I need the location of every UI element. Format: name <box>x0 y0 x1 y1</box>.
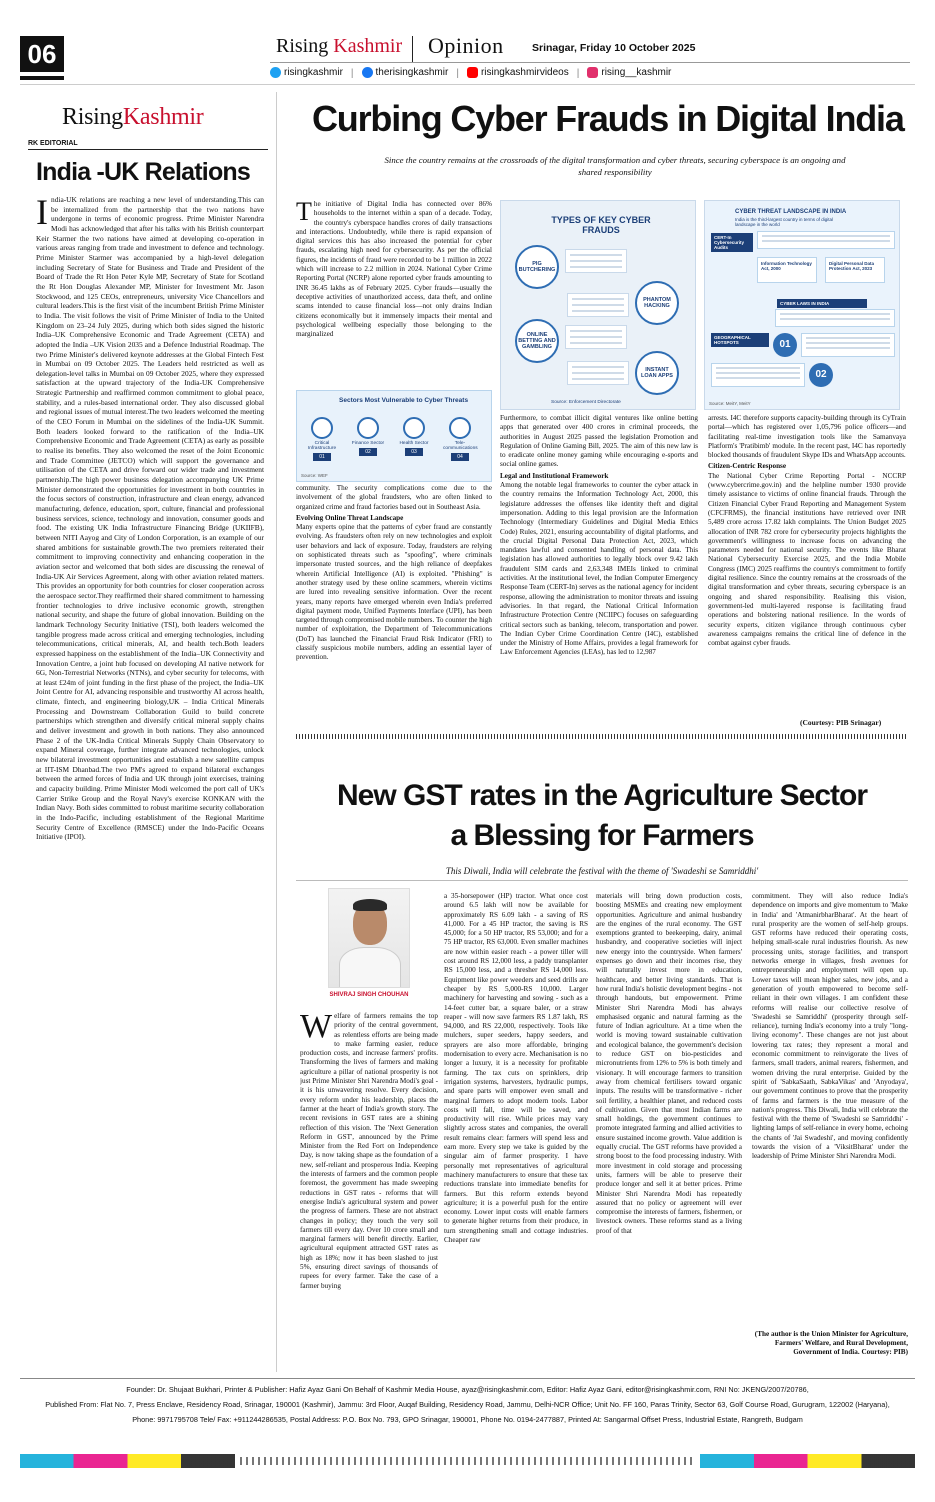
author-photo <box>328 888 410 988</box>
cyber-paragraph: Furthermore, to combat illicit digital ventures like online betting apps that generated over 400 crores in criminal proceeds, the authorities in August 2025 passed the legislation Promotion and Regulation of Online Gaming Bill, 2025. The aim of this new law is to eradicate online money gaming while encouraging e-sports and social online games. <box>500 414 698 469</box>
fraud-type: ONLINE BETTING AND GAMBLING <box>515 319 559 363</box>
editorial-title: India -UK Relations <box>36 158 250 186</box>
gst-article-title <box>296 776 908 856</box>
gst-rule <box>296 880 908 881</box>
facebook-icon <box>362 67 373 78</box>
cyber-laws-label: CYBER LAWS IN INDIA <box>777 299 867 308</box>
infographic-source: Source: Enforcement Directorate <box>551 400 621 405</box>
instagram-handle: rising__kashmir <box>601 67 672 79</box>
cyber-paragraph: arrests. I4C therefore supports capacity-building through its CyTrain portal—which has registered over 1,05,796 police officers—and facilitating real-time investigation tools like the Samanvaya Platform's 'Pratibimb' module. In the recent past, I4C has reportedly blocked thousands of fraudulent Skype IDs and WhatsApp accounts. <box>708 414 906 460</box>
section-name: Opinion <box>428 33 504 58</box>
imprint-line: Published From: Flat No. 7, Press Enclave, Residency Road, Srinagar, 190001 (Kashmir), Jammu: 3rd Floor, Auqaf Building, Residency Road, Jammu, Delhi-NCR Office; Unit No. FF 160, Paras Trinity, Sector 63, Golf Course Road, Gurugram, 122002 (Haryana), <box>45 1400 890 1409</box>
masthead-brand <box>276 35 402 58</box>
fraud-description <box>565 249 627 273</box>
gst-title-line1: New GST rates in the Agriculture Sector <box>336 779 868 812</box>
sector-number: 01 <box>313 453 331 461</box>
law-pill: Information Technology Act, 2000 <box>757 257 817 283</box>
drop-cap: I <box>36 195 48 232</box>
law-pill: Digital Personal Data Protection Act, 2023 <box>825 257 885 283</box>
gst-column-3: materials will bring down production costs, boosting MSMEs and creating new employment opportunities. Agriculture and animal husbandry are the engines of the rural economy. The GST exemptions granted to beekeeping, dairy, animal husbandry, and cooperative societies will inject new energy into the countryside. When farmers' expenses go down and their incomes rise, they will naturally invest more in education, healthcare, and better living standards. That is how rural India's holistic development begins - not through handouts, but empowerment. Prime Minister Shri Narendra Modi has always emphasised organic and natural farming as the future of Indian agriculture. At a time when the world is moving toward sustainable cultivation and ecological balance, the government's decision to reduce GST on bio-pesticides and micronutrients from 12% to 5% is both timely and visionary. It will encourage farmers to transition away from chemical fertilisers toward organic inputs. The results will be transformative - richer soil fertility, a healthier planet, and reduced costs of cultivation. Given that most Indian farms are small holdings, the government continues to promote integrated farming and allied activities to ensure sustained income growth. Value addition is equally crucial. The GST reforms have provided a strong boost to the food processing industry. With more investment in cold storage and processing units, farmers will be able to preserve their produce longer and sell it at better prices. Prime Minister Shri Narendra Modi has repeatedly assured that no policy or agreement will ever compromise the interests of farmers, fishermen, or livestock owners. These reforms stand as a living proof of that <box>596 892 742 1235</box>
infographic-threat-landscape <box>704 200 900 410</box>
step-number: 01 <box>773 333 797 357</box>
sector-number: 03 <box>405 448 423 456</box>
gst-text: elfare of farmers remains the top priority of the central government, as relentless efforts are being made to make farming easier, reduce production costs, and increase farmers' profits. Transforming the lives of farmers and making agriculture a pillar of national prosperity is not just Prime Minister Shri Narendra Modi's goal - it is his unwavering resolve. Every decision, every reform under his leadership, places the farmer at the heart of India's growth story. The recent revisions in GST rates are a shining reflection of this vision. The 'Next Generation Reform in GST', announced by the Prime Minister from the Red Fort on Independence Day, is now taking shape as the foundation of a new, self-reliant and prosperous India. Keeping the interests of farmers and the common people foremost, the government has made sweeping reductions in GST rates - reforms that will energise India's agricultural system and power the progress of farmers. These are not abstract changes in policy; they touch the very soil farmers till every day. Over 10 crore small and marginal farmers will benefit directly. Earlier, agricultural equipment attracted GST rates as high as 18%; now it has been slashed to just 5%, ensuring direct savings of thousands of rupees for every farmer. Take the case of a farmer buying <box>300 1012 438 1290</box>
editorial-rule <box>28 149 268 150</box>
sector-number: 02 <box>359 448 377 456</box>
landscape-box <box>775 309 895 327</box>
editorial-text: ndia-UK relations are reaching a new level of understanding.This can be internalized from the partnership that the two nations have undergone in terms of economic progress. Prime Minister Narendra Modi has acknowledged that after his talks with his British counterpart Keir Starmer the two nations have aimed at developing co-operation in various areas ranging from trade and investment to defence and technology. Prime Minister Starmer was accompanied by a high-level delegation including Secretary of State for Business and Trade and President of the Board of Trade the Rt Hon Peter Kyle MP, Secretary of State for Scotland the Rt Hon Douglas Alexander MP, Minister for Investment Mr. Jason Stockwood, and 125 CEOs, entrepreneurs, university Vice Chancellors and cultural leaders.This is the first visit of the incumbent British Prime Minister to India. The visit follows the visit of Prime Minister of India to the United Kingdom on 23–24 July 2025, during which both sides signed the historic India–UK Comprehensive Economic and Trade Agreement (CETA) and adopted the India –UK Vision 2035 and a Defence Industrial Roadmap. The two Prime Minister's delivered keynote addresses at the Global Fintech Fest in Mumbai on 09 October 2025. The Leaders held restricted as well as delegation-level talks in Mumbai on 09 October 2025, where they expressed satisfaction at the upward trajectory of the India-UK Comprehensive Strategic Partnership and reaffirmed common commitment to global peace, stability, and a rules-based international order. They also discussed global and regional issues of mutual interest.The two leaders welcomed the meeting of the CEO Forum in Mumbai on the sidelines of the India-UK Summit. Both leaders looked forward to the ratification of the India–UK Comprehensive Economic and Trade Agreement (CETA) as early as possible to realise its benefits. They also welcomed the reset of the Joint Economic and Trade Committee (JETCO) which will support the governance and utilisation of the CETA and drive forward our wider trade and investment partnership.The high power business delegation accompanying UK Prime Minister demonstrated the opportunities for investment in both countries in the focus sectors of construction, infrastructure and clean energy, advanced manufacturing, defence, education, sport, culture, financial and professional business services, science, technology and innovation, consumer goods and food. The existing UK India Infrastructure Financing Bridge (UKIIFB), between NITI Aayog and City of London Corporation, is an example of our shared ambitions for sustainable growth.The two premiers reiterated their commitment to improving connectivity and enhancing cooperation in the aviation sector and welcomed that both sides are discussing the renewal of India-UK Air Services Agreement, along with other aviation related matters. This provides an opportunity for both countries for closer cooperation across the aerospace sector.They reaffirmed their shared commitment to harnessing frontier technologies to drive inclusive economic growth, strengthen national security, and shape the future of global innovation. Building on the landmark Technology Security Initiative (TSI), both leaders welcomed the tangible progress made across critical and emerging technologies, including telecommunications, critical minerals, AI, and health tech.Both leaders expressed happiness on the establishment of the India–UK Connectivity and Innovation Centre, a joint hub focused on developing AI native network for 6G, Non-Terrestrial Networks (NTNs), and cyber security for telecoms, with at least £24m of joint funding in the first phase of the project, the India–UK Joint Centre for AI, advancing responsible and trustworthy AI across health, climate, fintech, and engineering biology,UK – India Critical Minerals Processing and Downstream Collaboration Guild to build concrete partnerships which strengthen and diversify critical mineral supply chains and deliver investment and growth in both nations. They also announced Phase 2 of the UK-India Critical Minerals Supply Chain Observatory to expand Mineral coverage, further integrate advanced technologies, unlock new bilateral investment opportunities and establish a new satellite campus at IIT-ISM Dhanbad.The two PM's agreed to expand bilateral exchanges between the armed forces of India and UK through joint exercises, training and capacity building. Prime Minister Modi welcomed the port call of UK's Carrier Strike Group and the Royal Navy's exercise KONKAN with the Indian Navy. Both sides committed to robust maritime security collaboration in the Indo-Pacific, including establishment of the Regional Maritime Security Centre of Excellence (RMSCE) under the Indo-Pacific Oceans Initiative (IPOI). <box>36 195 264 842</box>
fraud-type: INSTANT LOAN APPS <box>635 351 679 395</box>
editorial-body <box>36 195 264 1365</box>
brand-kashmir: Kashmir <box>333 35 403 57</box>
cyber-subhead: Citizen-Centric Response <box>708 462 787 471</box>
social-instagram[interactable] <box>587 67 671 78</box>
health-icon <box>403 417 425 439</box>
cyber-paragraph: community. The security complications come due to the involvement of the global fraudsters, who are often linked to organized crime and fraud factories based out in Southeast Asia. <box>296 484 492 511</box>
twitter-icon <box>270 67 281 78</box>
dateline: Srinagar, Friday 10 October 2025 <box>532 42 696 54</box>
landscape-box <box>801 333 895 357</box>
bank-icon <box>357 417 379 439</box>
social-links <box>270 66 690 80</box>
social-twitter[interactable] <box>270 67 343 78</box>
infographic-subtitle: India is the third-largest country in terms of digital landscape in the world <box>735 217 834 227</box>
brand-rising: Rising <box>276 35 329 57</box>
social-facebook[interactable] <box>362 67 449 78</box>
instagram-icon <box>587 67 598 78</box>
cyber-credit: (Courtesy: PIB Srinagar) <box>800 718 882 727</box>
imprint <box>20 1382 915 1427</box>
cyber-column-1b <box>296 484 492 714</box>
cyber-subhead: Evolving Online Threat Landscape <box>296 513 404 522</box>
sector-item <box>351 417 385 456</box>
sector-label: Critical Infrastructure <box>307 441 337 451</box>
infographic-title: Sectors Most Vulnerable to Cyber Threats <box>339 397 469 404</box>
cyber-subhead: Legal and Institutional Framework <box>500 471 609 480</box>
infographic-title: CYBER THREAT LANDSCAPE IN INDIA <box>735 209 847 215</box>
column-rule <box>276 92 277 1372</box>
fraud-type: PIG BUTCHERING <box>515 245 559 289</box>
drop-cap: W <box>300 1012 333 1045</box>
editorial-logo <box>62 104 203 131</box>
imprint-line: Phone: 9971795708 Tele/ Fax: +911244286535, Postal Address: P.O. Box No. 793, GPO Srinagar, 190001, Phone No. 0194-2477887, Printed At: Sangarmal Offset Press, Industrial Estate, Rangreth, Budgam <box>132 1415 803 1424</box>
fraud-type: PHANTOM HACKING <box>635 281 679 325</box>
sector-item <box>443 417 477 461</box>
masthead-divider <box>412 36 413 62</box>
cert-label: CERT-In Cybersecurity Audits <box>711 233 753 252</box>
fraud-description <box>567 361 629 385</box>
gst-standfirst: This Diwali, India will celebrate the festival with the theme of 'Swadeshi se Samriddhi' <box>445 866 759 876</box>
cyber-article-title: Curbing Cyber Frauds in Digital India <box>312 98 904 139</box>
landscape-box <box>711 363 805 387</box>
infographic-fraud-types <box>500 200 696 410</box>
author-photo-body <box>339 947 401 988</box>
page-number-rule <box>20 76 64 80</box>
gst-credit: (The author is the Union Minister for Agriculture, Farmers' Welfare, and Rural Development, Government of India. Courtesy: PIB) <box>754 1330 908 1356</box>
gst-column-4: commitment. They will also reduce India's dependence on imports and give momentum to 'Make in India' and 'AtmanirbharBharat'. At the heart of rural prosperity are the women of self-help groups. GST reforms have reduced their operating costs, helping small-scale rural industries flourish. As new processing units, storage facilities, and transport networks emerge in villages, fresh avenues for entrepreneurship and employment will open up. Lower taxes will mean higher sales, new jobs, and a generation of youth empowered to become self-reliant in their own villages. I am confident these reforms will realise our collective resolve of 'Swadeshi se Samriddhi' (prosperity through self-reliance), turning India's economy into a truly "long-living economy". These changes are not just about lowering tax rates; they represent a moral and economic commitment to reinvigorate the lives of farmers, small traders, animal rearers, fishermen, and women driving the rural enterprise. Guided by the spirit of 'SabkaSaath, SabkaVikas' and 'Anyodaya', our government continues to prove that the prosperity of farms and farmers is the true measure of the nation's progress. This Diwali, India will celebrate the festival with the theme of 'Swadeshi se Samriddhi' - lighting lamps of self-reliance in every home, echoing the chants of 'Jai Swadeshi', and moving confidently towards the vision of a 'ViksitBharat' under the leadership of Prime Minister Shri Narendra Modi. <box>752 892 908 1161</box>
facebook-handle: therisingkashmir <box>375 67 449 79</box>
sector-label: Tele-communications <box>443 441 478 451</box>
section-divider <box>296 734 908 739</box>
youtube-icon <box>467 67 478 78</box>
infographic-source: Source: WEF <box>301 473 328 478</box>
footer-rule <box>20 1378 915 1379</box>
step-number: 02 <box>809 363 833 387</box>
imprint-line: Founder: Dr. Shujaat Bukhari, Printer & Publisher: Hafiz Ayaz Gani On Behalf of Kashmir Media House, ayaz@risingkashmir.com, Editor: Hafiz Ayaz Gani, editor@risingkashmir.com, RNI No: JKENG/2007/20786, <box>126 1385 809 1394</box>
sector-label: Finance Sector <box>351 441 385 446</box>
social-divider: | <box>456 67 459 79</box>
page-number: 06 <box>20 36 64 72</box>
shield-icon <box>311 417 333 439</box>
youtube-handle: risingkashmirvideos <box>480 67 569 79</box>
gst-column-2: a 35-horsepower (HP) tractor. What once cost around 6.5 lakh will now be available for approximately RS 6.09 lakh - a saving of RS 41,000. For a 45 HP tractor, the saving is RS 45,000; for a 50 HP tractor, RS 53,000; and for a 75 HP tractor, RS 63,000. Even smaller machines are now within easier reach - a power tiller will cost around RS 12,000 less, a paddy transplanter RS 15,000 less, and a thresher RS 14,000 less. Equipment like power weeders and seed drills are cheaper by RS 5,000-RS 10,000. Larger machinery for harvesting and sowing - such as a 14-feet cutter bar, a square baler, or a straw reaper - will now save farmers RS 1.87 lakh, RS 94,000, and RS 22,000, respectively. Tools like mulchers, super seeders, happy seeders, and sprayers are also more affordable, bringing modernisation to every acre. Mechanisation is no longer a luxury, it is a necessity for profitable farming. The tax cuts on sprinklers, drip irrigation systems, harvesters, hydraulic pumps, and spare parts will empower even small and marginal farmers to adopt modern tools. Labor costs will fall, time will be saved, and productivity will rise. While prices may vary slightly across states and companies, the overall result remains clear: farmers will spend less and earn more. Every step we take is guided by the singular aim of farmer prosperity. I have personally met representatives of agricultural machinery manufacturers to ensure that these tax reductions translate into immediate benefits for farmers. But this reform extends beyond agriculture; it is a powerful push for the entire economy. Lower input costs will enable farmers to generate higher returns from their produce, in turn strengthening small and cottage industries. Cheaper raw <box>444 892 588 1244</box>
logo-rising: Rising <box>62 104 123 130</box>
social-youtube[interactable] <box>467 67 569 78</box>
cyber-paragraph: The National Cyber Crime Reporting Portal - NCCRP (www.cybercrime.gov.in) and the helpline number 1930 provide timely assistance to victims of online financial frauds. Through the Citizen Financial Cyber Fraud Reporting and Management System (CFCFRMS), the financial institutions have retrieved over INR 5,489 crore across 17.82 lakh complaints. The Union Budget 2025 allocation of INR 782 crore for cybersecurity projects highlights the government's willingness to increase focus on advancing the parameters needed for national security. The events like Bharat National Cybersecurity Exercise 2025, and the India Mobile Congress (IMC) 2025 reaffirms the country's commitment to fortify digital resilience. Since the country remains at the crossroads of the digital transformation and cyber threats, securing cyberspace is an ongoing and shared responsibility. Realising this vision, government-led multi-layered response is facilitating fraud operations and bolstering national resilience. In the words of security experts, citizen vigilance through continuous cyber awareness campaigns remains the critical line of defence in the combat against cyber frauds. <box>708 471 906 648</box>
sector-label: Health Sector <box>399 441 429 446</box>
gst-column-1 <box>300 1012 438 1370</box>
cyber-standfirst: Since the country remains at the crossroads of the digital transformation and cyber threats, securing cyberspace is an ongoing and shared responsibility <box>384 155 846 177</box>
logo-kashmir: Kashmir <box>122 104 204 130</box>
cyber-paragraph: Many experts opine that the patterns of cyber fraud are constantly evolving. As fraudsters often rely on new technologies and exploit user behaviors and lack of exposure. Today, fraudsters are relying on sophisticated threats such as "spoofing", where criminals impersonate trusted sources, and the high reliance of deepfakes wherein Artificial Intelligence (AI) is exploited. "Phishing" is another strategy used by these online scammers, wherein victims are lured into revealing sensitive information. Over the recent years, many reports have emerged wherein even India's preferred digital payment mode, Unified Payments Interface (UPI), has been targeted through compromised mobile numbers. To counter the high number of exploitation, the Department of Telecommunications (DoT) has launched the Financial Fraud Risk Indicator (FRI) to classify suspicious mobile numbers, adding an essential layer of prevention. <box>296 523 492 662</box>
hotspots-label: GEOGRAPHICAL HOTSPOTS <box>711 333 769 347</box>
cyber-column-3 <box>708 414 906 704</box>
gst-title-line2: a Blessing for Farmers <box>450 819 754 852</box>
social-divider: | <box>576 67 580 79</box>
author-byline: SHIVRAJ SINGH CHOUHAN <box>329 992 409 998</box>
sector-number: 04 <box>451 453 469 461</box>
top-rule <box>20 84 915 85</box>
twitter-handle: risingkashmir <box>284 67 343 79</box>
sector-item <box>305 417 339 461</box>
fraud-description <box>565 325 627 349</box>
author-photo-hair <box>353 899 387 911</box>
infographic-source: Source: MeitY, MeitY <box>709 401 751 406</box>
infographic-title: TYPES OF KEY CYBER FRAUDS <box>551 215 651 235</box>
fraud-description <box>567 293 629 317</box>
cyber-text: he initiative of Digital India has connected over 86% households to the internet within a span of a decade. Today, the country's cyberspace handles crores of daily transactions and interactions. Undoubtedly, while there is rapid expansion of digital services this has also increased the potential for cyber frauds, escalating high need for cybersecurity. As per the official figures, the incidents of fraud were recorded to be 1 million in 2022 which will increase to 2.2 million in 2024. National Cyber Crime Reporting Portal (NCRP) alone reported cyber frauds amounting to INR 36.45 lakhs as of February 2025. Cyber frauds—usually the deceptive activities of unauthorized access, data theft, and online scams intended to cause financial loss—not only drains Indian citizens economically but it immensely impacts their mental and psychological wellbeing especially those belonging to the marginalized <box>296 200 492 339</box>
cyber-paragraph: Among the notable legal frameworks to counter the cyber attack in the country remains the Information Technology Act, 2000, this legislature addresses the offenses like identity theft and digital impersonation. Adding to this legal provision are the Information Technology (Intermediary Guidelines and Digital Media Ethics Code) Rules, 2021, ensuring accountability of digital platforms, and the crucial Digital Personal Data Protection Act, 2023, which mandates lawful and consented handling of personal data. This legislation has allowed authorities to legally block over 9.42 lakh fraudulent SIM cards and 2,63,348 IMEIs linked to criminal activities. At the institutional level, the Indian Computer Emergency Response Team (CERT-In) serves as the national agency for incident response, allowing the administration to monitor threats and issuing advisories. In that regard, the National Critical Information Infrastructure Protection Centre (NCIIPC) focuses on safeguarding critical sectors such as banking, telecom, transportation and power. The Indian Cyber Crime Coordination Centre (I4C), established under the Ministry of Home Affairs, provides a legal framework for Law Enforcement Agencies (LEAs), has led to 12,987 <box>500 481 698 657</box>
editorial-label: RK EDITORIAL <box>28 140 78 147</box>
registration-marks <box>240 1457 695 1465</box>
cyber-column-1a <box>296 200 492 388</box>
drop-cap: T <box>296 200 312 226</box>
infographic-vulnerable-sectors <box>296 390 492 482</box>
tower-icon <box>449 417 471 439</box>
header-rule <box>270 62 910 63</box>
social-divider: | <box>350 67 354 79</box>
cyber-column-2 <box>500 414 698 714</box>
sector-item <box>397 417 431 456</box>
landscape-box <box>757 231 895 249</box>
